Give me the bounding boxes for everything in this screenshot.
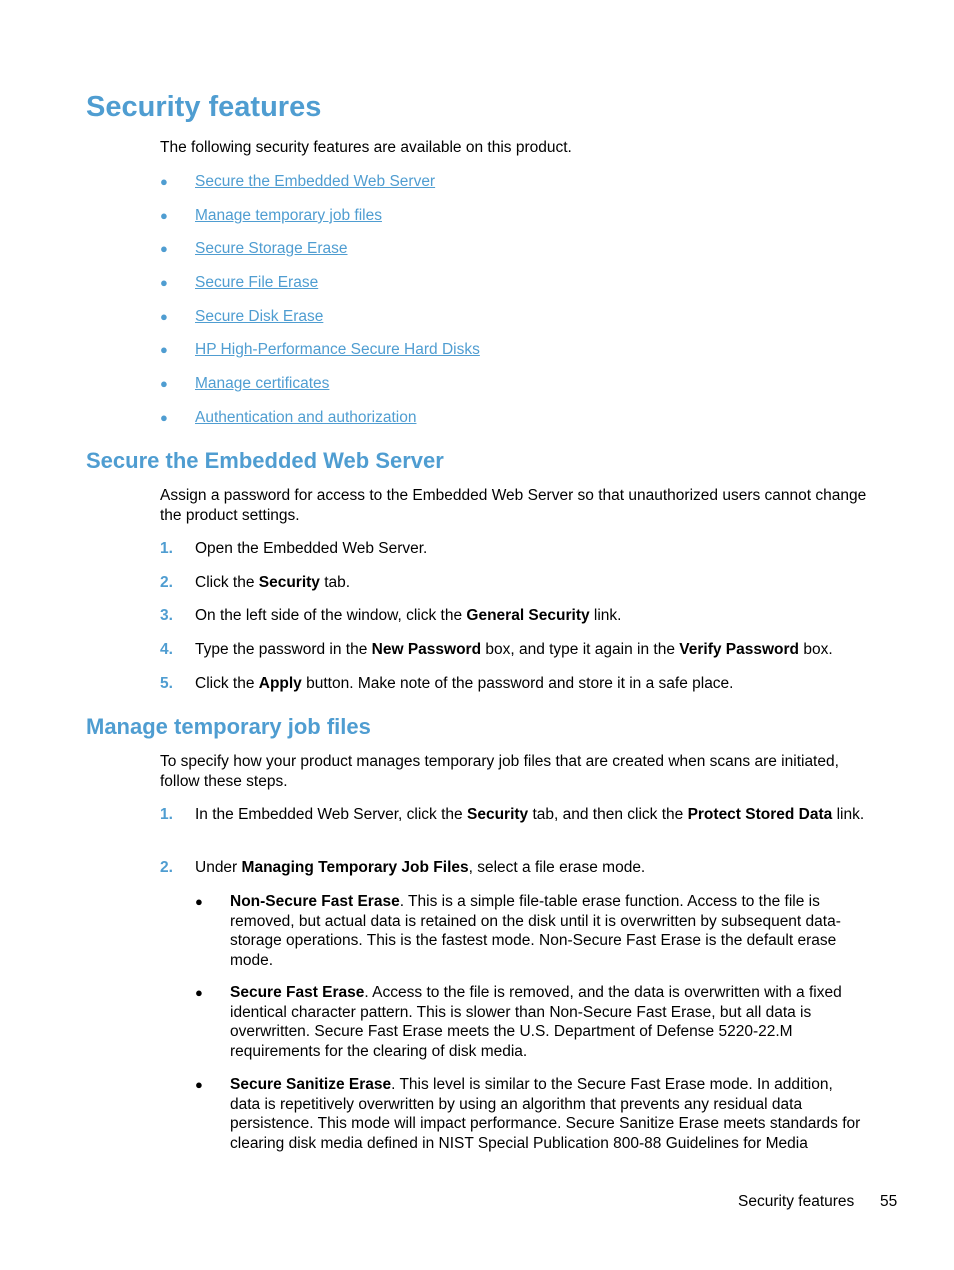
intro-paragraph: The following security features are available on this product. bbox=[160, 139, 572, 156]
bullet-icon: ● bbox=[160, 174, 168, 189]
link-secure-disk-erase[interactable]: Secure Disk Erase bbox=[195, 308, 324, 325]
step-text: On the left side of the window, click the General Security link. bbox=[195, 607, 622, 624]
bullet-icon: ● bbox=[160, 208, 168, 223]
bullet-icon: ● bbox=[195, 1077, 203, 1092]
bullet-icon: ● bbox=[195, 894, 203, 909]
step-number: 3. bbox=[160, 607, 173, 624]
step-number: 4. bbox=[160, 641, 173, 658]
step-text: Click the Security tab. bbox=[195, 574, 351, 591]
step-text: Click the Apply button. Make note of the password and store it in a safe place. bbox=[195, 675, 734, 692]
section1-intro: Assign a password for access to the Embedded Web Server so that unauthorized users cannot change the product settings. bbox=[160, 487, 867, 524]
bullet-icon: ● bbox=[160, 241, 168, 256]
page-number: 55 bbox=[880, 1193, 898, 1210]
step-number: 1. bbox=[160, 540, 173, 557]
step-number: 2. bbox=[160, 574, 173, 591]
erase-mode-text: Secure Sanitize Erase. This level is similar to the Secure Fast Erase mode. In addition, data is repetitively overwritten by using an algorithm that prevents any residual data persistence. This mode will impact performance. Secure Sanitize Erase meets standards for clearing disk media defined in NIST Special Publication 800-88 Guidelines for Media bbox=[230, 1076, 861, 1152]
footer-section-name: Security features bbox=[738, 1193, 855, 1210]
bullet-icon: ● bbox=[160, 275, 168, 290]
page-title: Security features bbox=[86, 91, 322, 123]
erase-mode-text: Secure Fast Erase. Access to the file is removed, and the data is overwritten with a fixed identical character pattern. This is slower than Non-Secure Fast Erase, but all data is overwritten. Secure Fast Erase meets the U.S. Department of Defense 5220-22.M requirements for the clearing of disk media. bbox=[230, 984, 842, 1060]
step-text: Open the Embedded Web Server. bbox=[195, 540, 428, 557]
bullet-icon: ● bbox=[160, 376, 168, 391]
link-secure-file-erase[interactable]: Secure File Erase bbox=[195, 274, 319, 291]
bullet-icon: ● bbox=[160, 309, 168, 324]
step-text: Under Managing Temporary Job Files, select a file erase mode. bbox=[195, 859, 646, 876]
bullet-icon: ● bbox=[160, 410, 168, 425]
bullet-icon: ● bbox=[160, 342, 168, 357]
section-heading-temporary-job-files: Manage temporary job files bbox=[86, 714, 371, 739]
link-secure-embedded-web-server[interactable]: Secure the Embedded Web Server bbox=[195, 173, 436, 190]
section2-intro: To specify how your product manages temporary job files that are created when scans are initiated, follow these steps. bbox=[160, 753, 839, 790]
step-number: 1. bbox=[160, 806, 173, 823]
erase-mode-text: Non-Secure Fast Erase. This is a simple file-table erase function. Access to the file is removed, but actual data is retained on the disk until it is overwritten by subsequent data-storage operations. This is the fastest mode. Non-Secure Fast Erase is the default erase mode. bbox=[230, 893, 841, 969]
step-text: In the Embedded Web Server, click the Security tab, and then click the Protect Stored Data link. bbox=[195, 806, 865, 823]
bullet-icon: ● bbox=[195, 985, 203, 1000]
step-number: 2. bbox=[160, 859, 173, 876]
link-authentication-authorization[interactable]: Authentication and authorization bbox=[195, 409, 417, 426]
link-secure-storage-erase[interactable]: Secure Storage Erase bbox=[195, 240, 348, 257]
link-hp-secure-hard-disks[interactable]: HP High-Performance Secure Hard Disks bbox=[195, 341, 480, 358]
step-number: 5. bbox=[160, 675, 173, 692]
link-manage-temporary-job-files[interactable]: Manage temporary job files bbox=[195, 207, 382, 224]
step-text: Type the password in the New Password box, and type it again in the Verify Password box. bbox=[195, 641, 833, 658]
link-manage-certificates[interactable]: Manage certificates bbox=[195, 375, 330, 392]
section-heading-embedded-web-server: Secure the Embedded Web Server bbox=[86, 448, 444, 473]
